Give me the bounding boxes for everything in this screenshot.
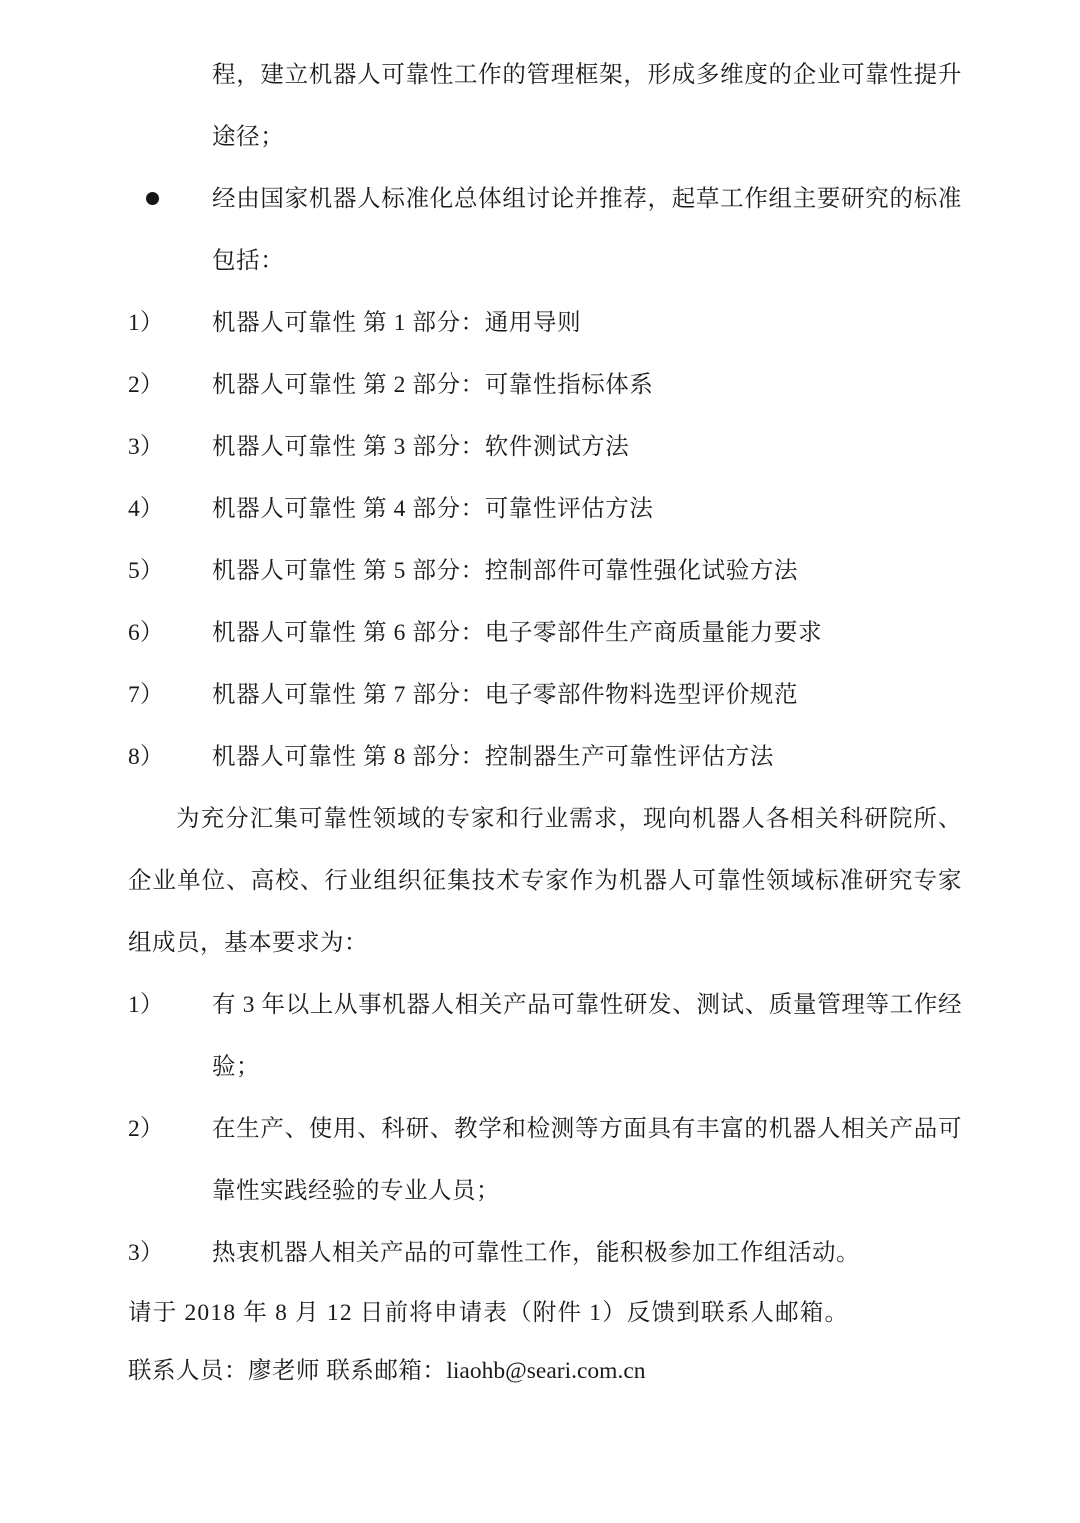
list-item-text: 机器人可靠性 第 5 部分：控制部件可靠性强化试验方法	[212, 558, 799, 584]
list-item-number: 6）	[128, 620, 164, 646]
invitation-paragraph: 为充分汇集可靠性领域的专家和行业需求，现向机器人各相关科研院所、企业单位、高校、行业组织征集技术专家作为机器人可靠性领域标准研究专家组成员，基本要求为：	[128, 806, 962, 956]
requirements-list	[128, 974, 962, 1284]
list-item-text: 机器人可靠性 第 2 部分：可靠性指标体系	[212, 372, 654, 398]
continued-paragraph: 程，建立机器人可靠性工作的管理框架，形成多维度的企业可靠性提升途径；	[212, 62, 962, 150]
list-item-text: 机器人可靠性 第 8 部分：控制器生产可靠性评估方法	[212, 744, 774, 770]
list-item	[128, 974, 962, 1098]
list-item-text: 热衷机器人相关产品的可靠性工作，能积极参加工作组活动。	[212, 1240, 860, 1266]
deadline-line: 请于 2018 年 8 月 12 日前将申请表（附件 1）反馈到联系人邮箱。	[128, 1300, 850, 1326]
list-item-text: 机器人可靠性 第 6 部分：电子零部件生产商质量能力要求	[212, 620, 823, 646]
bullet-list-item	[212, 168, 962, 292]
list-item	[128, 1098, 962, 1222]
list-item	[128, 664, 962, 726]
list-item	[128, 540, 962, 602]
list-item-number: 3）	[128, 1240, 164, 1266]
list-item	[128, 478, 962, 540]
list-item-number: 8）	[128, 744, 164, 770]
list-item	[128, 602, 962, 664]
standards-list	[128, 292, 962, 788]
list-item-number: 4）	[128, 496, 164, 522]
list-item-number: 1）	[128, 992, 164, 1018]
bullet-item-text: 经由国家机器人标准化总体组讨论并推荐，起草工作组主要研究的标准包括：	[212, 186, 962, 274]
list-item	[128, 416, 962, 478]
list-item-number: 2）	[128, 372, 164, 398]
contact-line	[128, 1342, 962, 1400]
list-item	[128, 292, 962, 354]
contact-prefix: 联系人员：廖老师 联系邮箱：	[128, 1358, 447, 1384]
list-item-number: 1）	[128, 310, 164, 336]
list-item-text: 机器人可靠性 第 1 部分：通用导则	[212, 310, 582, 336]
contact-email: liaohb@seari.com.cn	[446, 1358, 646, 1384]
list-item-number: 7）	[128, 682, 164, 708]
list-item	[128, 1222, 962, 1284]
list-item-number: 3）	[128, 434, 164, 460]
list-item	[128, 354, 962, 416]
list-item-text: 机器人可靠性 第 4 部分：可靠性评估方法	[212, 496, 654, 522]
bullet-dot-icon	[146, 192, 159, 205]
list-item-text: 机器人可靠性 第 7 部分：电子零部件物料选型评价规范	[212, 682, 799, 708]
list-item-text: 在生产、使用、科研、教学和检测等方面具有丰富的机器人相关产品可靠性实践经验的专业人员；	[212, 1116, 962, 1204]
list-item-number: 2）	[128, 1116, 164, 1142]
list-item-number: 5）	[128, 558, 164, 584]
list-item-text: 有 3 年以上从事机器人相关产品可靠性研发、测试、质量管理等工作经验；	[212, 992, 962, 1080]
list-item-text: 机器人可靠性 第 3 部分：软件测试方法	[212, 434, 630, 460]
list-item	[128, 726, 962, 788]
